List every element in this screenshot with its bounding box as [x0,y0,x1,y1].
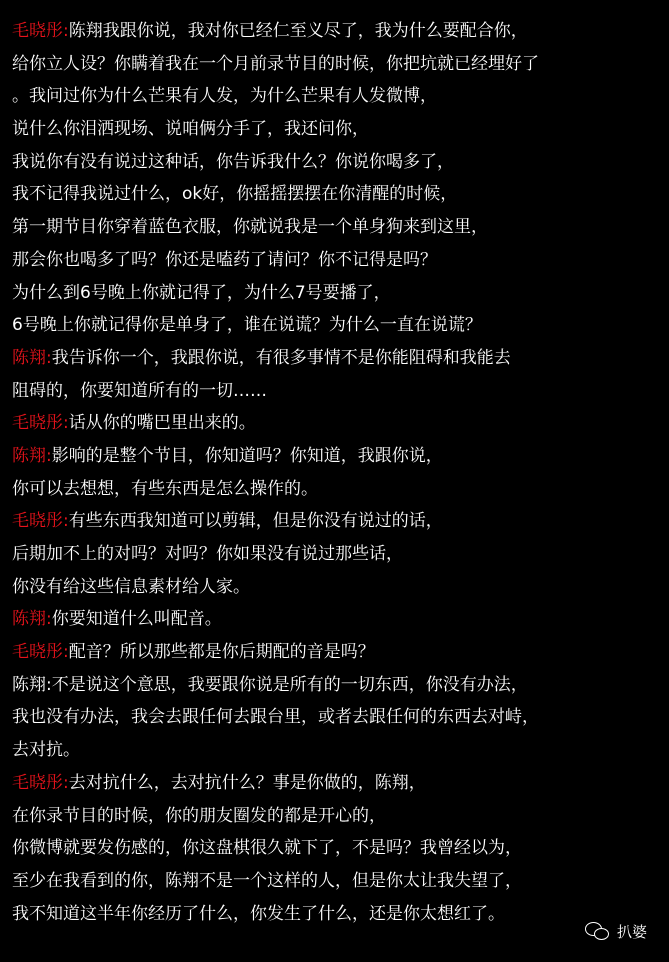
speaker-name: 毛晓彤: [12,511,69,532]
dialogue-line [12,15,662,48]
dialogue-text: 去对抗。 [12,740,80,761]
dialogue-text: 我告诉你一个，我跟你说，有很多事情不是你能阻碍和我能去 [51,347,511,368]
dialogue-line [12,407,662,440]
watermark [585,920,647,942]
dialogue-text: 我不知道这半年你经历了什么，你发生了什么，还是你太想红了。 [12,903,505,924]
dialogue-line [12,146,662,179]
dialogue-text: 那会你也喝多了吗？你还是嗑药了请问？你不记得是吗？ [12,249,437,270]
dialogue-text: 陈翔我跟你说，我对你已经仁至义尽了，我为什么要配合你， [68,21,528,41]
dialogue-transcript [12,15,662,930]
dialogue-line [12,636,662,669]
speaker-name: 陈翔: [12,445,52,466]
dialogue-text: 你没有给这些信息素材给人家。 [12,576,250,597]
dialogue-text: 为什么到6号晚上你就记得了，为什么7号要播了， [12,282,391,303]
dialogue-line [12,603,662,636]
dialogue-text: 有些东西我知道可以剪辑，但是你没有说过的话， [68,511,443,532]
speaker-name: 陈翔: [12,347,52,368]
dialogue-line [12,800,662,833]
dialogue-line [12,865,662,898]
speaker-name: 陈翔: [12,609,52,630]
dialogue-line [12,48,662,81]
dialogue-text: 至少在我看到的你，陈翔不是一个这样的人，但是你太让我失望了， [12,870,522,891]
dialogue-text: 配音？所以那些都是你后期配的音是吗？ [68,642,375,663]
dialogue-text: 6号晚上你就记得你是单身了，谁在说谎？为什么一直在说谎？ [12,315,482,336]
dialogue-text: 我说你有没有说过这种话，你告诉我什么？你说你喝多了， [12,151,454,172]
dialogue-line [12,767,662,800]
dialogue-line [12,375,662,408]
dialogue-text: 说什么你泪洒现场、说咱俩分手了，我还问你， [12,119,369,140]
dialogue-line [12,473,662,506]
speaker-name: 陈翔: [12,674,52,695]
dialogue-text: 我不记得我说过什么，ok好，你摇摇摆摆在你清醒的时候， [12,184,458,205]
speaker-name: 毛晓彤: [12,21,69,41]
dialogue-line [12,80,662,113]
dialogue-text: 话从你的嘴巴里出来的。 [68,413,256,434]
dialogue-text: 第一期节目你穿着蓝色衣服，你就说我是一个单身狗来到这里， [12,217,488,238]
dialogue-line [12,309,662,342]
dialogue-line [12,538,662,571]
dialogue-text: 我也没有办法，我会去跟任何去跟台里，或者去跟任何的东西去对峙， [12,707,539,728]
dialogue-line [12,701,662,734]
dialogue-text: 去对抗什么，去对抗什么？事是你做的，陈翔， [68,772,426,793]
dialogue-line [12,211,662,244]
dialogue-text: 你要知道什么叫配音。 [51,609,222,630]
dialogue-line [12,505,662,538]
dialogue-line [12,571,662,604]
speaker-name: 毛晓彤: [12,642,69,663]
dialogue-text: 你可以去想想，有些东西是怎么操作的。 [12,478,318,499]
dialogue-text: 后期加不上的对吗？对吗？你如果没有说过那些话， [12,544,403,564]
dialogue-text: 不是说这个意思，我要跟你说是所有的一切东西，你没有办法， [51,674,528,695]
dialogue-line [12,342,662,375]
dialogue-line [12,277,662,310]
speaker-name: 毛晓彤: [12,413,69,434]
dialogue-text: 。我问过你为什么芒果有人发，为什么芒果有人发微博， [12,86,437,107]
dialogue-line [12,178,662,211]
dialogue-line [12,669,662,702]
watermark-label: 扒婆 [616,922,647,941]
dialogue-line [12,734,662,767]
dialogue-text: 影响的是整个节目，你知道吗？你知道，我跟你说， [51,445,443,466]
dialogue-line [12,832,662,865]
dialogue-text: 你微博就要发伤感的，你这盘棋很久就下了，不是吗？我曾经以为， [12,838,522,859]
dialogue-line [12,113,662,146]
dialogue-text: 阻碍的，你要知道所有的一切…… [12,380,267,401]
dialogue-text: 在你录节目的时候，你的朋友圈发的都是开心的， [12,805,386,826]
dialogue-line [12,440,662,473]
speaker-name: 毛晓彤: [12,772,69,793]
dialogue-text: 给你立人设？你瞒着我在一个月前录节目的时候，你把坑就已经埋好了 [12,53,539,74]
wechat-icon [585,920,611,942]
dialogue-line [12,244,662,277]
dialogue-line [12,898,662,931]
